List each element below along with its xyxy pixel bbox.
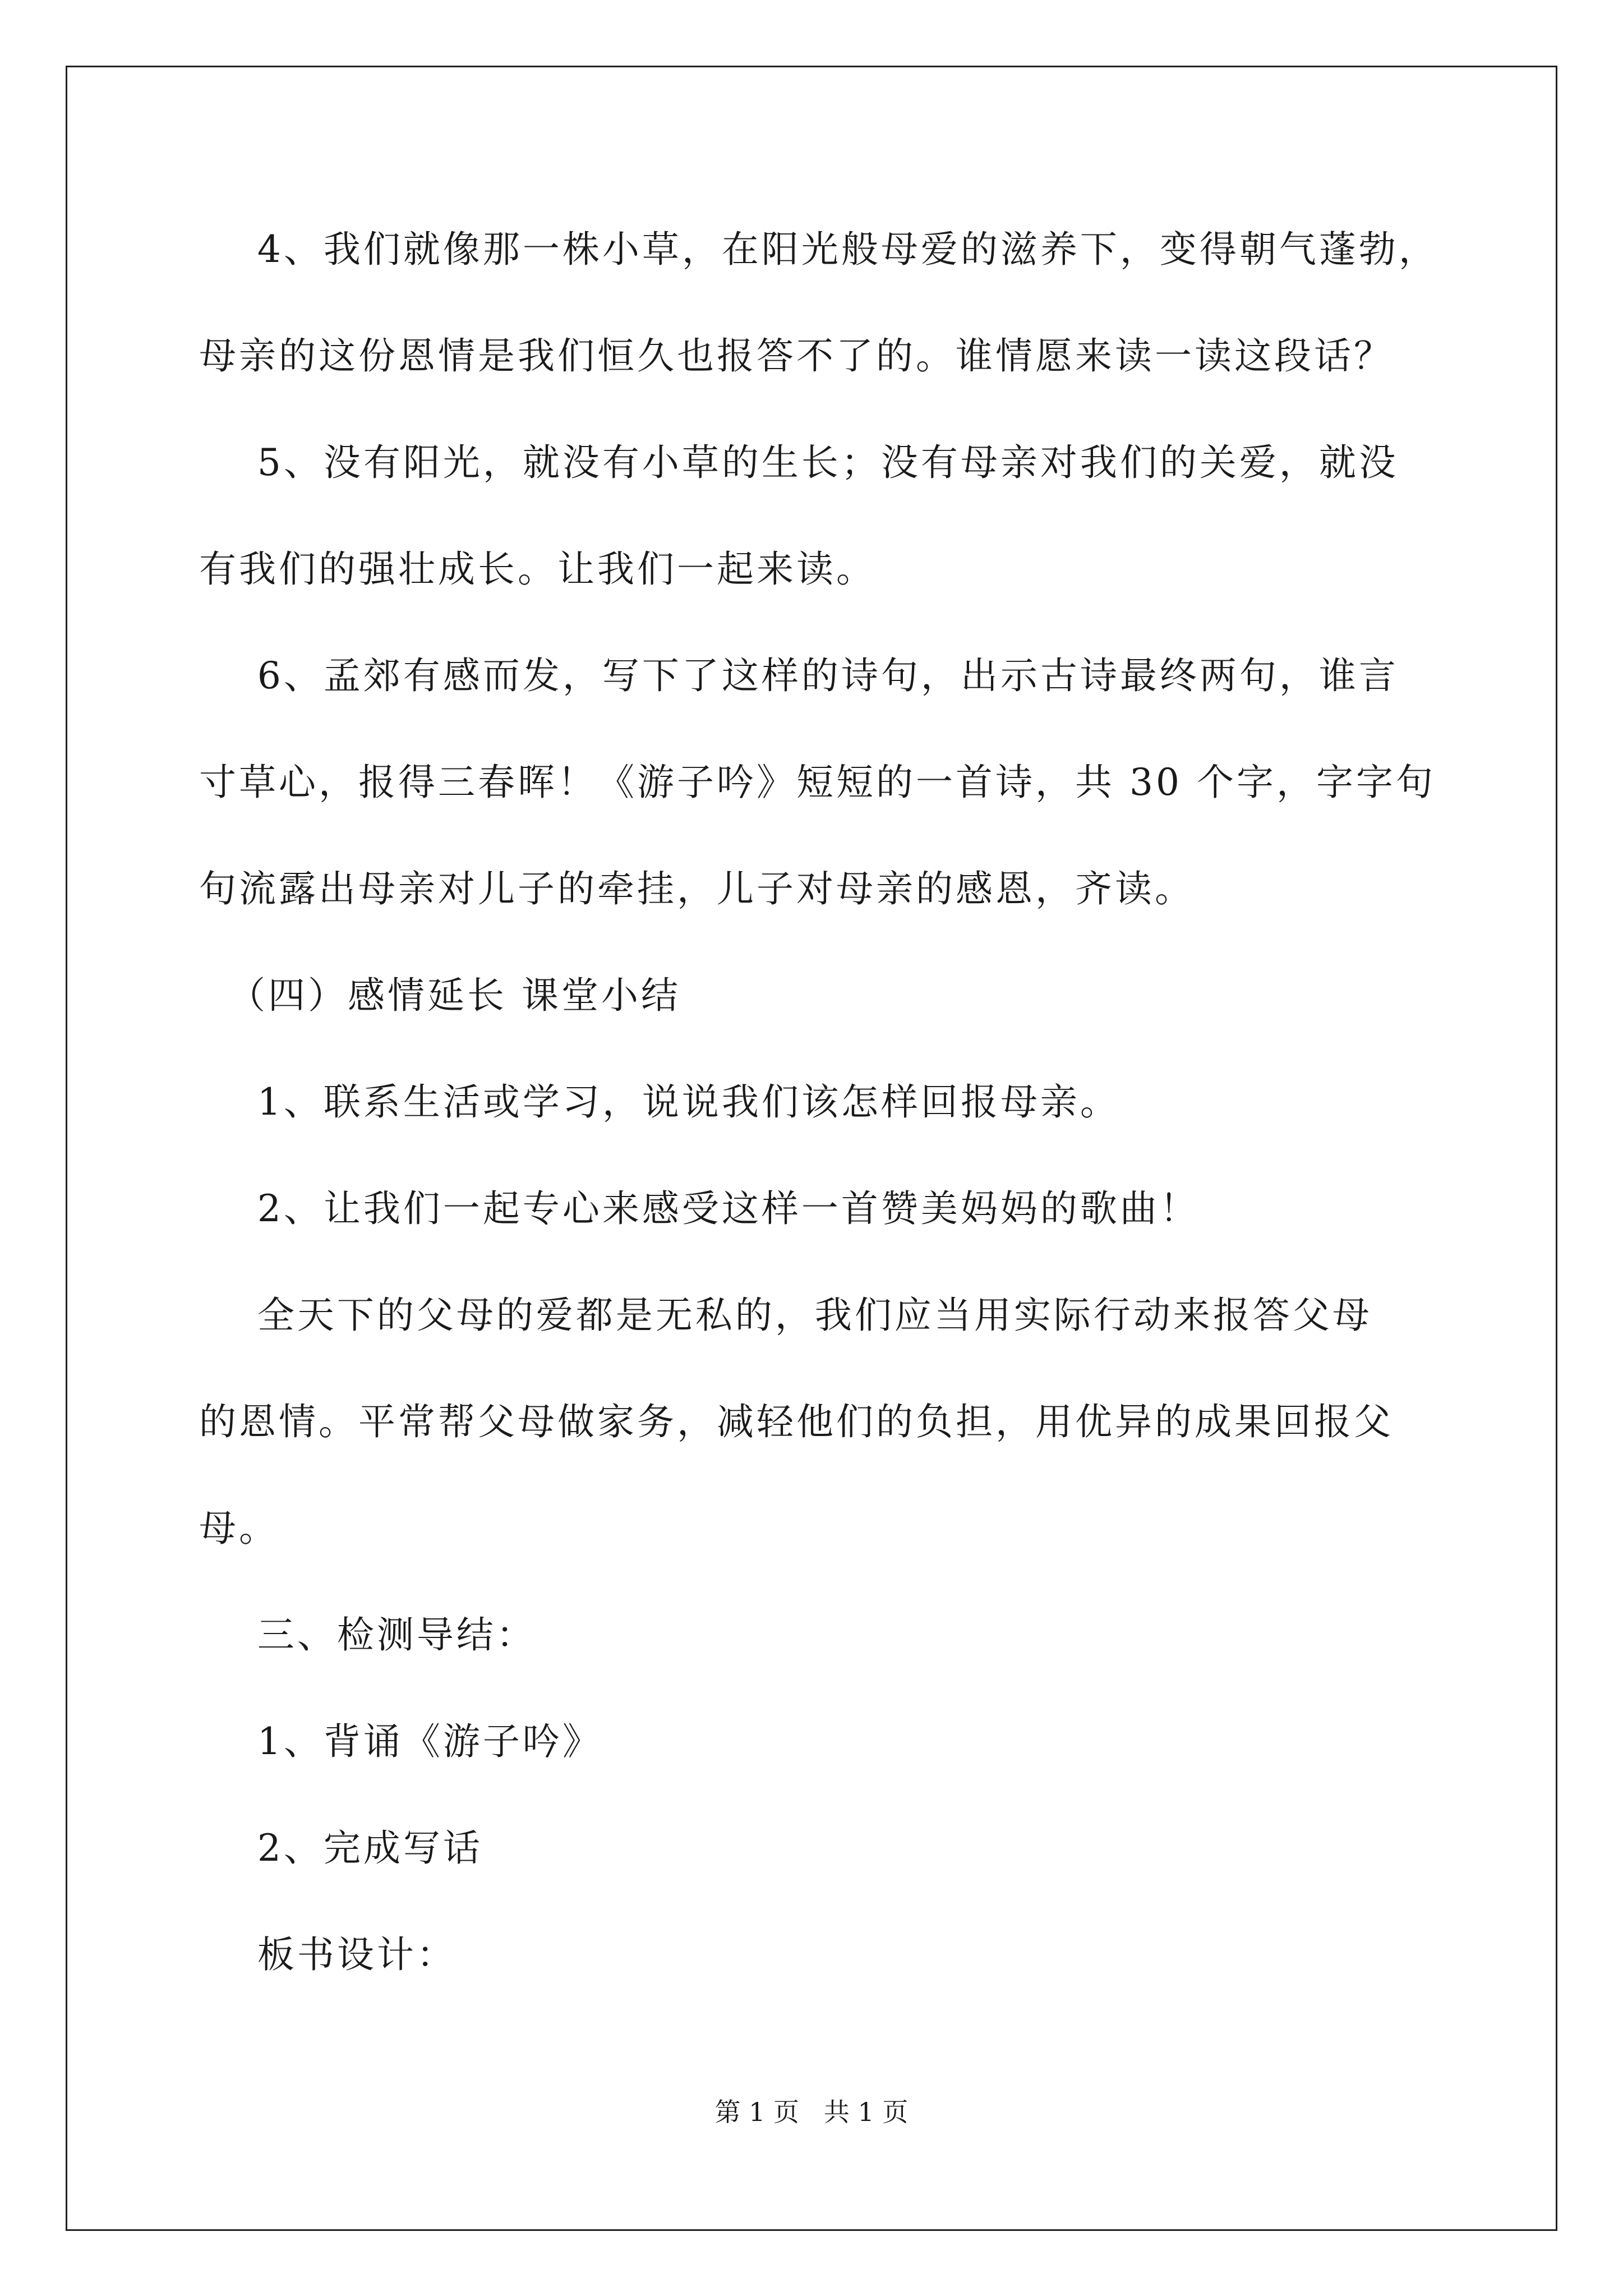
paragraph-line: 1、背诵《游子吟》 [199, 1720, 602, 1763]
paragraph-line: 母亲的这份恩情是我们恒久也报答不了的。谁情愿来读一读这段话？ [199, 334, 1394, 378]
paragraph-line: 2、完成写话 [199, 1826, 483, 1870]
page-border [66, 66, 1557, 2231]
paragraph-line: 有我们的强壮成长。让我们一起来读。 [199, 547, 876, 591]
section-heading: （四）感情延长 课堂小结 [199, 974, 681, 1017]
paragraph-line: 6、孟郊有感而发，写下了这样的诗句，出示古诗最终两句，谁言 [199, 654, 1399, 697]
paragraph-line: 2、让我们一起专心来感受这样一首赞美妈妈的歌曲！ [199, 1187, 1200, 1230]
paragraph-line: 5、没有阳光，就没有小草的生长；没有母亲对我们的关爱，就没 [199, 441, 1399, 484]
paragraph-line: 板书设计： [199, 1933, 457, 1976]
page-footer: 第 1 页 共 1 页 [714, 2097, 909, 2127]
section-heading: 三、检测导结： [199, 1613, 536, 1657]
paragraph-line: 4、我们就像那一株小草，在阳光般母爱的滋养下，变得朝气蓬勃， [199, 228, 1438, 271]
paragraph-line: 的恩情。平常帮父母做家务，减轻他们的负担，用优异的成果回报父 [199, 1400, 1394, 1443]
paragraph-line: 全天下的父母的爱都是无私的，我们应当用实际行动来报答父母 [199, 1294, 1372, 1337]
paragraph-line: 母。 [199, 1507, 279, 1550]
paragraph-line: 1、联系生活或学习，说说我们该怎样回报母亲。 [199, 1080, 1120, 1124]
paragraph-line: 句流露出母亲对儿子的牵挂，儿子对母亲的感恩，齐读。 [199, 867, 1195, 910]
paragraph-line: 寸草心，报得三春晖！《游子吟》短短的一首诗，共 30 个字，字字句 [199, 761, 1436, 804]
